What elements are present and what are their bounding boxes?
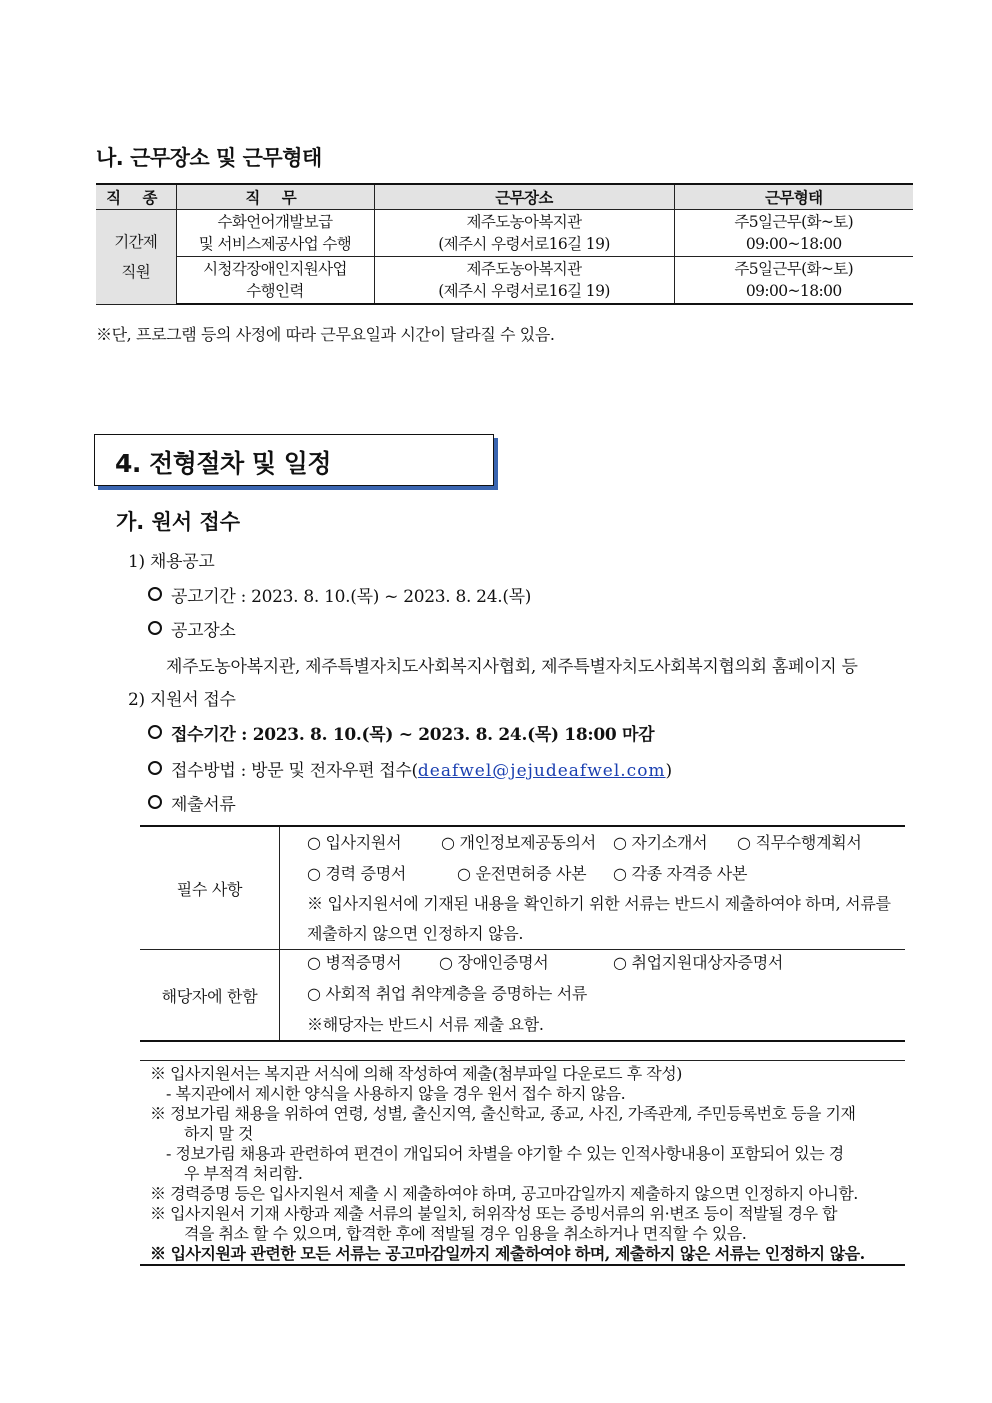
item-heading-submission: 2) 지원서 접수	[128, 690, 236, 710]
chapter-title: 4. 전형절차 및 일정	[115, 449, 332, 478]
documents-table	[140, 825, 905, 1042]
subsection-heading-application: 가. 원서 접수	[116, 510, 241, 534]
note-line: 격을 취소 할 수 있으며, 합격한 후에 적발될 경우 임용을 취소하거나 면직할 수 있음.	[184, 1224, 747, 1243]
applicable-label: 해당자에 한함	[140, 950, 280, 1042]
circle-bullet-icon	[148, 795, 162, 809]
duty-cell: 시청각장애인지원사업 수행인력	[176, 257, 374, 305]
submission-method: 접수방법 : 방문 및 전자우편 접수(deafwel@jejudeafwel.com)	[148, 756, 672, 781]
note-line: 우 부적격 처리함.	[184, 1164, 303, 1183]
duty-cell: 수화언어개발보급 및 서비스제공사업 수행	[176, 210, 374, 257]
circle-bullet-icon	[148, 761, 162, 775]
work-place-table	[96, 183, 913, 305]
applicable-contents: ○ 병적증명서 ○ 장애인증명서 ○ 취업지원대상자증명서 ○ 사회적 취업 취약계층을 증명하는 서류 ※해당자는 반드시 서류 제출 요함.	[280, 950, 906, 1042]
place-cell: 제주도농아복지관 (제주시 우령서로16길 19)	[374, 257, 674, 305]
table-row	[140, 826, 905, 950]
table-row	[140, 950, 905, 1042]
item-heading-announcement: 1) 채용공고	[128, 552, 215, 572]
note-line: ※ 입사지원서 기재 사항과 제출 서류의 불일치, 허위작성 또는 증빙서류의 위·변조 등이 적발될 경우 합	[150, 1204, 838, 1223]
table-row	[96, 210, 913, 257]
header-form: 근무형태	[674, 184, 913, 210]
note-line: ※ 입사지원서는 복지관 서식에 의해 작성하여 제출(첨부파일 다운로드 후 작성)	[150, 1064, 682, 1083]
notes-box	[140, 1060, 905, 1266]
note-line: - 복지관에서 제시한 양식을 사용하지 않을 경우 원서 접수 하지 않음.	[166, 1084, 626, 1103]
place-cell: 제주도농아복지관 (제주시 우령서로16길 19)	[374, 210, 674, 257]
circle-bullet-icon	[148, 587, 162, 601]
announcement-place-text: 제주도농아복지관, 제주특별자치도사회복지사협회, 제주특별자치도사회복지협의회 홈페이지 등	[166, 657, 858, 677]
header-job-type: 직 종	[96, 184, 176, 210]
note-line: ※ 입사지원과 관련한 모든 서류는 공고마감일까지 제출하여야 하며, 제출하지 않은 서류는 인정하지 않음.	[150, 1244, 865, 1263]
documents-label: 제출서류	[148, 790, 236, 815]
email-link[interactable]: deafwel@jejudeafwel.com	[417, 761, 666, 781]
required-label: 필수 사항	[140, 826, 280, 950]
announcement-place-label: 공고장소	[148, 616, 236, 641]
table-row	[96, 257, 913, 305]
schedule-note: ※단, 프로그램 등의 사정에 따라 근무요일과 시간이 달라질 수 있음.	[96, 325, 555, 344]
job-type-cell: 기간제 직원	[96, 210, 176, 305]
note-line: ※ 경력증명 등은 입사지원서 제출 시 제출하여야 하며, 공고마감일까지 제출하지 않으면 인정하지 아니함.	[150, 1184, 858, 1203]
circle-bullet-icon	[148, 621, 162, 635]
header-duty: 직 무	[176, 184, 374, 210]
circle-bullet-icon	[148, 725, 162, 739]
required-contents: ○ 입사지원서 ○ 개인정보제공동의서 ○ 자기소개서 ○ 직무수행계획서 ○ 경력 증명서 ○ 운전면허증 사본 ○ 각종 자격증 사본 ※ 입사지원서에 기재된 내용을 확인하기 위한 서류는 반드시 제출하여야 하며, 서류를 제출하지 않으면 인정하지 않음.	[280, 826, 906, 950]
work-table-header-row	[96, 184, 913, 210]
section-heading-work-place: 나. 근무장소 및 근무형태	[96, 146, 322, 170]
header-place: 근무장소	[374, 184, 674, 210]
note-line: - 정보가림 채용과 관련하여 편견이 개입되어 차별을 야기할 수 있는 인적사항내용이 포함되어 있는 경	[166, 1144, 844, 1163]
announcement-period: 공고기간 : 2023. 8. 10.(목) ~ 2023. 8. 24.(목)	[148, 582, 531, 607]
chapter-title-box	[94, 434, 494, 486]
note-line: ※ 정보가림 채용을 위하여 연령, 성별, 출신지역, 출신학교, 종교, 사진, 가족관계, 주민등록번호 등을 기재	[150, 1104, 856, 1123]
form-cell: 주5일근무(화~토) 09:00~18:00	[674, 210, 913, 257]
note-line: 하지 말 것	[184, 1124, 253, 1143]
submission-period: 접수기간 : 2023. 8. 10.(목) ~ 2023. 8. 24.(목) 18:00 마감	[148, 720, 654, 745]
form-cell: 주5일근무(화~토) 09:00~18:00	[674, 257, 913, 305]
